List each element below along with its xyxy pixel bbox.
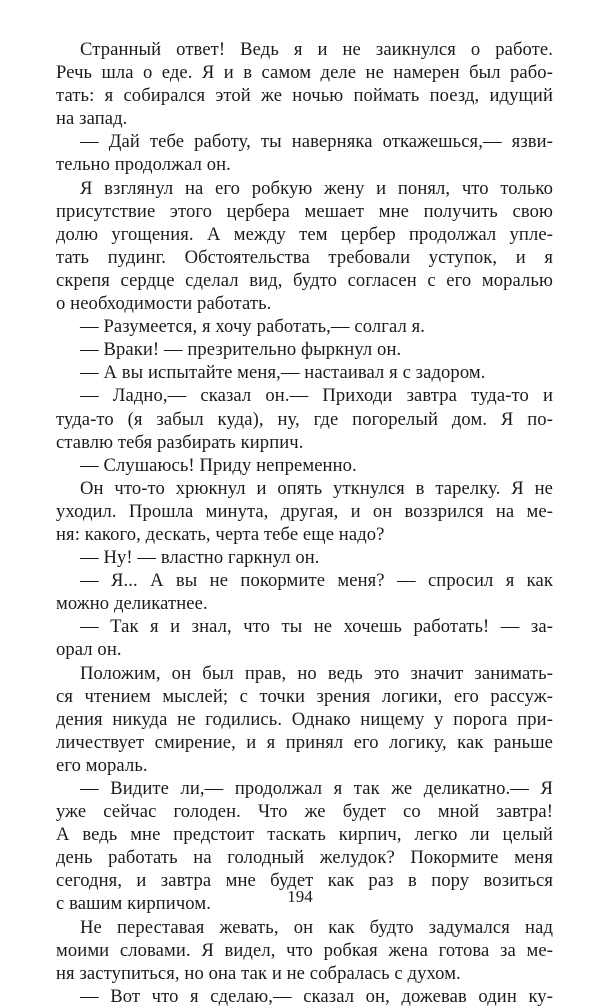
text-line: личествует смирение, и я принял его логику, как раньше — [56, 731, 553, 753]
text-line: уже сейчас голоден. Что же будет со мной завтра! — [56, 801, 553, 823]
text-line: орал он. — [56, 639, 122, 661]
body-text — [56, 38, 553, 1008]
text-line: — Дай тебе работу, ты наверняка откажешься,— язви- — [80, 131, 553, 153]
text-line: сегодня, и завтра мне будет как раз в пору возиться — [56, 870, 553, 892]
text-line: — Я... А вы не покормите меня? — спросил я как — [80, 570, 553, 592]
text-line: — Слушаюсь! Приду непременно. — [80, 454, 357, 476]
text-line: о необходимости работать. — [56, 293, 272, 315]
text-line: с вашим кирпичом. — [56, 893, 211, 915]
text-line: — Разумеется, я хочу работать,— солгал я. — [80, 316, 426, 338]
text-line: Не переставая жевать, он как будто задумался над — [80, 916, 553, 938]
text-line: — Враки! — презрительно фыркнул он. — [80, 339, 402, 361]
text-line: — Вот что я сделаю,— сказал он, дожевав один ку- — [80, 985, 553, 1007]
text-line: ся чтением мыслей; с точки зрения логики, его рассуж- — [56, 685, 553, 707]
text-line: можно деликатнее. — [56, 593, 208, 615]
text-line: туда-то (я забыл куда), ну, где погорелый дом. Я по- — [56, 408, 553, 430]
text-line: Речь шла о еде. Я и в самом деле не намерен был рабо- — [56, 62, 553, 84]
text-line: присутствие этого цербера мешает мне получить свою — [56, 200, 553, 222]
text-line: Странный ответ! Ведь я и не заикнулся о работе. — [80, 39, 553, 60]
text-line: дения никуда не годились. Однако нищему у порога при- — [56, 708, 553, 730]
text-line: ставлю тебя разбирать кирпич. — [56, 431, 304, 453]
text-line: Он что-то хрюкнул и опять уткнулся в тарелку. Я не — [80, 477, 553, 499]
text-line: уходил. Прошла минута, другая, и он воззрился на ме- — [56, 500, 553, 522]
text-line: моими словами. Я видел, что робкая жена готова за ме- — [56, 939, 553, 961]
text-line: его мораль. — [56, 754, 148, 776]
text-line: ня заступиться, но она так и не собралась с духом. — [56, 962, 461, 984]
text-line: — А вы испытайте меня,— настаивал я с задором. — [80, 362, 486, 384]
text-line: Я взглянул на его робкую жену и понял, что только — [80, 177, 553, 199]
text-line: тать пудинг. Обстоятельства требовали уступок, и я — [56, 246, 553, 268]
text-line: Положим, он был прав, но ведь это значит занимать- — [80, 662, 553, 684]
text-line: — Ладно,— сказал он.— Приходи завтра туда-то и — [80, 385, 553, 407]
text-line: день работать на голодный желудок? Покормите меня — [56, 847, 553, 869]
text-line: тать: я собирался этой же ночью поймать поезд, идущий — [56, 85, 553, 107]
text-line: ня: какого, дескать, черта тебе еще надо? — [56, 523, 385, 545]
text-line: — Так я и знал, что ты не хочешь работать! — за- — [80, 616, 553, 638]
text-line: скрепя сердце сделал вид, будто согласен с его моралью — [56, 269, 553, 291]
text-line: на запад. — [56, 108, 128, 130]
page-number: 194 — [287, 887, 313, 906]
text-line: А ведь мне предстоит таскать кирпич, легко ли целый — [56, 824, 553, 846]
text-line: — Видите ли,— продолжал я так же деликатно.— Я — [80, 778, 553, 799]
text-line: тельно продолжал он. — [56, 154, 231, 176]
text-line: — Ну! — властно гаркнул он. — [80, 547, 320, 569]
text-line: долю угощения. А между тем цербер продолжал упле- — [56, 223, 553, 245]
